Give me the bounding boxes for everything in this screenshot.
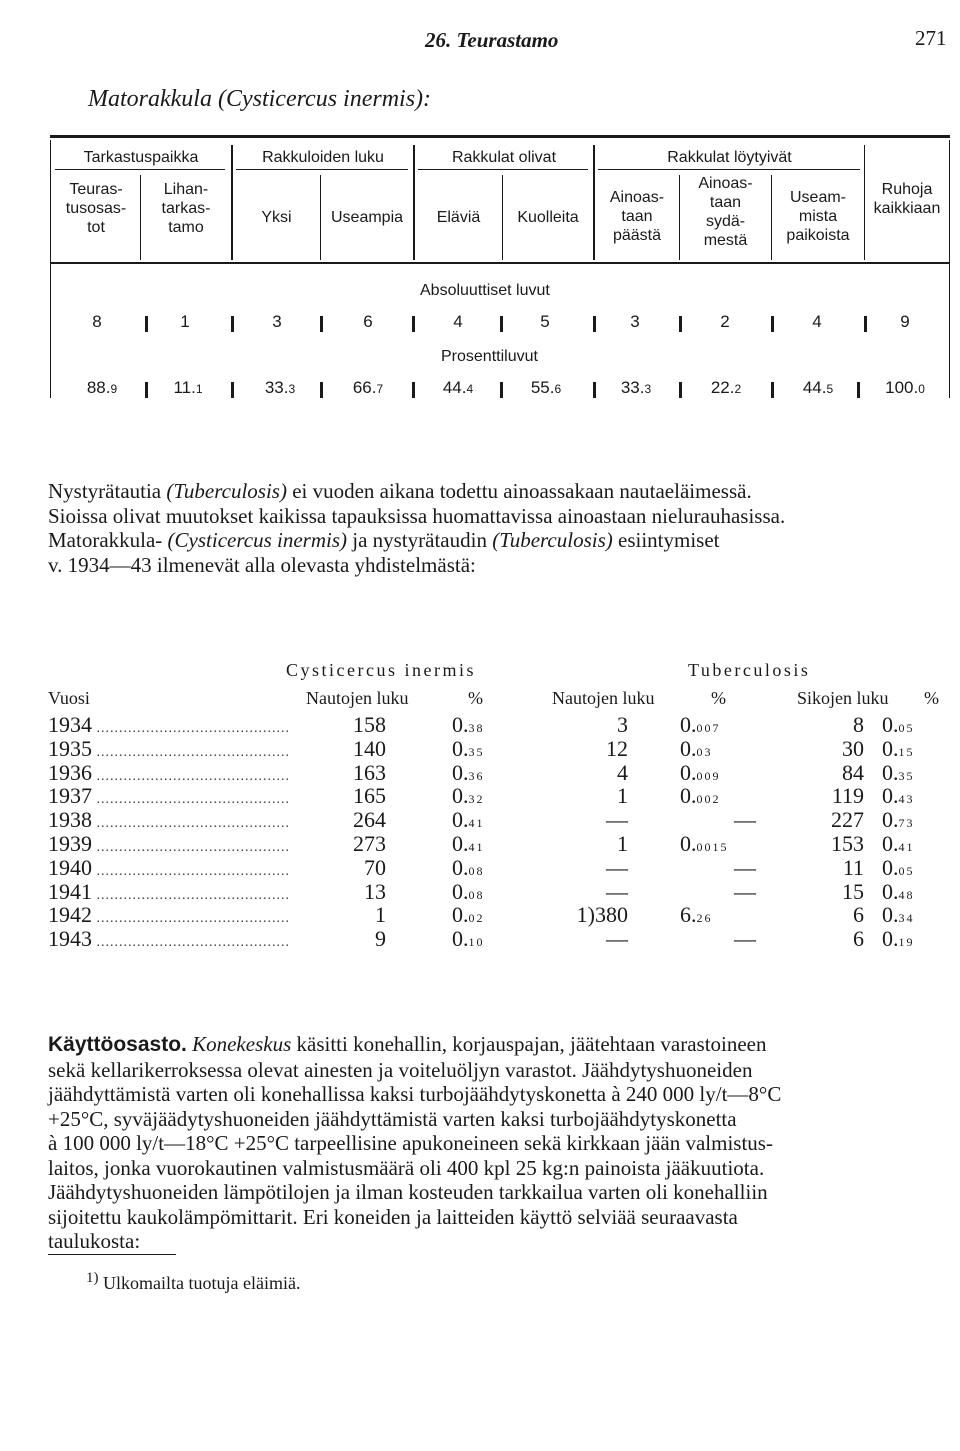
footnote: $^{1)}$ Ulkomailta tuotuja eläimiä. <box>86 1270 301 1293</box>
text-line: sijoitettu kaukolämpömittarit. Eri koneiden ja laitteiden käyttö selviää seuraavasta <box>48 1204 738 1229</box>
col-useampia: Useampia <box>330 209 404 226</box>
year-label: 1934 <box>48 712 92 737</box>
pct-cell: 33.3 <box>620 378 652 397</box>
cell-separator <box>500 382 503 398</box>
pct-cell: 88.9 <box>86 378 118 397</box>
group-rakkuloiden-luku: Rakkuloiden luku <box>262 149 384 166</box>
cell-separator <box>771 316 774 332</box>
tub-pct: 0.002 <box>680 783 721 809</box>
pig-pct: 0.41 <box>882 831 915 856</box>
row-year <box>48 926 308 952</box>
tub-count: 12 <box>606 735 628 761</box>
text-line: Matorakkula- (Cysticercus inermis) ja nystyrätaudin (Tuberculosis) esiintymiset <box>48 528 720 552</box>
cyst-count: 165 <box>353 783 386 809</box>
page-header-title: 26. Teurastamo <box>425 28 559 52</box>
page-number: 271 <box>915 26 947 50</box>
pig-count: 6 <box>853 902 864 928</box>
pct-cell: 44.4 <box>442 378 474 397</box>
leader-dots: ........................................... <box>92 721 290 736</box>
header-nautojen-luku: Nautojen luku <box>306 688 409 708</box>
cell-separator <box>145 316 148 332</box>
pig-pct: 0.05 <box>882 854 915 880</box>
pig-count: 11 <box>842 854 864 880</box>
cyst-count: 163 <box>353 759 386 785</box>
leader-dots: ........................................... <box>92 744 290 760</box>
header-pct: % <box>711 688 726 708</box>
row-year <box>48 902 308 928</box>
cell-separator <box>231 382 234 398</box>
row-year <box>48 736 308 762</box>
tub-count: — <box>606 926 628 952</box>
abs-cell: 3 <box>272 312 282 331</box>
col-useammista-paikoista: Useam- mista paikoista <box>786 189 850 244</box>
tub-pct: 0.007 <box>680 712 721 737</box>
tub-count: — <box>606 878 628 904</box>
row-year <box>48 831 308 857</box>
tub-count: 3 <box>617 712 628 737</box>
pig-pct: 0.48 <box>882 878 915 904</box>
cell-separator <box>412 316 415 332</box>
abs-cell: 9 <box>900 312 910 331</box>
group-underline <box>236 169 408 170</box>
cyst-count: 264 <box>353 807 386 833</box>
abs-cell: 6 <box>363 312 373 331</box>
text-line: sekä kellarikerroksessa olevat ainesten ja voiteluöljyn varastot. Jäähdytyshuoneiden <box>48 1057 753 1082</box>
tub-count: 4 <box>617 759 628 785</box>
col-ainoastaan-paasta: Ainoas- taan päästä <box>609 189 665 244</box>
group-underline <box>598 169 860 170</box>
row-year <box>48 760 308 786</box>
cell-separator <box>593 382 596 398</box>
leader-dots: ........................................... <box>92 840 290 855</box>
table-top-rule <box>50 135 950 138</box>
abs-cell: 4 <box>812 312 822 331</box>
abs-cell: 3 <box>630 312 640 331</box>
text-line: taulukosta: <box>48 1229 141 1253</box>
row-year <box>48 712 308 738</box>
group-underline <box>418 169 588 170</box>
cyst-count: 13 <box>364 878 386 904</box>
year-label: 1936 <box>48 759 92 785</box>
cell-separator <box>145 382 148 398</box>
abs-cell: 8 <box>92 312 102 331</box>
tub-count: — <box>606 854 628 880</box>
group-tuberculosis: Tuberculosis <box>688 660 811 680</box>
col-ruhoja-kaikkiaan: Ruhoja kaikkiaan <box>873 181 941 217</box>
text-line: laitos, jonka vuorokautinen valmistusmäärä oli 400 kpl 25 kg:n painoista jääkuutiota. <box>48 1155 765 1180</box>
leader-dots: ........................................... <box>92 911 290 927</box>
header-vuosi: Vuosi <box>48 688 90 708</box>
cell-separator <box>231 316 234 332</box>
year-label: 1935 <box>48 735 92 761</box>
pct-cell: 55.6 <box>530 378 562 397</box>
caption-prosenttiluvut: Prosenttiluvut <box>441 348 538 365</box>
abs-cell: 2 <box>720 312 730 331</box>
col-kuolleita: Kuolleita <box>517 209 579 226</box>
paragraph-tuberculosis <box>48 479 952 577</box>
paragraph-kayttoosasto <box>48 1032 952 1254</box>
leader-dots: ........................................... <box>92 935 290 951</box>
cyst-count: 273 <box>353 831 386 856</box>
table-left-border <box>50 140 51 398</box>
text-line: Sioissa olivat muutokset kaikissa tapauksissa huomattavissa ainoastaan nielurauhasissa. <box>48 503 786 528</box>
year-label: 1943 <box>48 926 92 952</box>
pct-cell: 100.0 <box>885 378 925 397</box>
header-nautojen-luku: Nautojen luku <box>552 688 655 708</box>
leader-dots: ........................................... <box>92 863 290 879</box>
group-rakkulat-olivat: Rakkulat olivat <box>451 149 557 166</box>
text-line: Jäähdytyshuoneiden lämpötilojen ja ilman kosteuden tarkkailua varten oli konehalliin <box>48 1180 768 1204</box>
pig-count: 84 <box>842 759 864 785</box>
cyst-count: 158 <box>353 712 386 737</box>
abs-cell: 5 <box>540 312 550 331</box>
tub-count: 1)380 <box>576 902 628 928</box>
pig-count: 8 <box>853 712 864 737</box>
cyst-pct: 0.10 <box>452 926 485 952</box>
pig-count: 15 <box>842 878 864 904</box>
footnote-marker: 1) <box>86 1270 99 1286</box>
cell-separator <box>320 316 323 332</box>
group-tarkastuspaikka: Tarkastuspaikka <box>83 149 199 166</box>
col-lihantarkastamo: Lihan- tarkas- tamo <box>161 181 211 236</box>
pct-cell: 11.1 <box>173 378 203 397</box>
text-line: v. 1934—43 ilmenevät alla olevasta yhdistelmästä: <box>48 552 476 577</box>
text-line: Käyttöosasto. Konekeskus käsitti konehallin, korjauspajan, jäätehtaan varastoineen <box>48 1032 767 1056</box>
cell-separator <box>320 382 323 398</box>
text-line: +25°C, syväjäädytyshuoneiden jäähdyttämistä varten kaksi turbojäähdytyskonetta <box>48 1106 737 1131</box>
pct-cell: 44.5 <box>802 378 834 397</box>
col-yksi: Yksi <box>261 209 292 226</box>
leader-dots: ........................................... <box>92 792 290 808</box>
pig-count: 119 <box>831 783 864 809</box>
leader-dots: ........................................... <box>92 768 290 784</box>
year-label: 1939 <box>48 831 92 856</box>
cell-separator <box>864 316 867 332</box>
tub-pct: — <box>734 807 756 833</box>
row-year <box>48 807 308 833</box>
header-pct: % <box>924 688 939 708</box>
cell-separator <box>593 316 596 332</box>
year-label: 1941 <box>48 878 92 904</box>
year-label: 1940 <box>48 854 92 880</box>
footnote-rule <box>48 1254 176 1255</box>
cell-separator <box>500 316 503 332</box>
cell-separator <box>771 382 774 398</box>
tub-pct: — <box>734 854 756 880</box>
pig-pct: 0.15 <box>882 735 915 761</box>
text-line: à 100 000 ly/t—18°C +25°C tarpeellisine apukoneineen sekä kirkkaan jään valmistus- <box>48 1131 773 1155</box>
tub-pct: 0.009 <box>680 759 721 785</box>
cyst-pct: 0.41 <box>452 831 485 856</box>
pig-pct: 0.05 <box>882 712 915 737</box>
header-pct: % <box>468 688 483 708</box>
year-label: 1942 <box>48 902 92 928</box>
col-ainoastaan-sydamesta: Ainoas- taan sydä- mestä <box>698 175 753 249</box>
cell-separator <box>412 382 415 398</box>
tub-pct: — <box>734 926 756 952</box>
header-sikojen-luku: Sikojen luku <box>797 688 889 708</box>
pig-pct: 0.34 <box>882 902 915 928</box>
table-right-border <box>949 140 950 398</box>
cyst-pct: 0.35 <box>452 735 485 761</box>
pct-cell: 66.7 <box>352 378 384 397</box>
tub-count: 1 <box>617 831 628 856</box>
pig-count: 153 <box>831 831 864 856</box>
tub-pct: 0.03 <box>680 735 713 761</box>
abs-cell: 1 <box>180 312 190 331</box>
row-year <box>48 879 308 905</box>
cell-separator <box>679 382 682 398</box>
pct-cell: 22.2 <box>710 378 742 397</box>
pig-count: 6 <box>853 926 864 952</box>
cyst-pct: 0.32 <box>452 783 485 809</box>
pig-pct: 0.73 <box>882 807 915 833</box>
col-elavia: Eläviä <box>436 209 481 226</box>
group-rakkulat-loytyivat: Rakkulat löytyivät <box>667 149 792 166</box>
cyst-pct: 0.41 <box>452 807 485 833</box>
cyst-count: 9 <box>375 926 386 952</box>
year-label: 1937 <box>48 783 92 809</box>
caption-absoluuttiset: Absoluuttiset luvut <box>420 282 550 299</box>
tub-count: — <box>606 807 628 833</box>
pig-pct: 0.35 <box>882 759 915 785</box>
tub-count: 1 <box>617 783 628 809</box>
pig-count: 30 <box>842 735 864 761</box>
table-header-rule <box>50 262 950 264</box>
run-in-heading: Käyttöosasto. <box>48 1033 187 1056</box>
cyst-pct: 0.08 <box>452 854 485 880</box>
pig-pct: 0.43 <box>882 783 915 809</box>
group-underline <box>55 169 225 170</box>
tub-pct: 6.26 <box>680 902 713 928</box>
cyst-pct: 0.36 <box>452 759 485 785</box>
leader-dots: ........................................... <box>92 816 290 832</box>
cyst-count: 140 <box>353 735 386 761</box>
year-label: 1938 <box>48 807 92 833</box>
leader-dots: ........................................... <box>92 887 290 903</box>
cyst-count: 1 <box>375 902 386 928</box>
cyst-pct: 0.38 <box>452 712 485 737</box>
cyst-count: 70 <box>364 854 386 880</box>
section-title: Matorakkula (Cysticercus inermis): <box>88 86 432 112</box>
pig-count: 227 <box>831 807 864 833</box>
cell-separator <box>679 316 682 332</box>
tub-pct: — <box>734 878 756 904</box>
col-teurastusosastot: Teuras- tusosas- tot <box>65 181 127 236</box>
row-year <box>48 855 308 881</box>
cyst-pct: 0.08 <box>452 878 485 904</box>
tub-pct: 0.0015 <box>680 831 729 856</box>
text-line: jäähdyttämistä varten oli konehallissa kaksi turbojäähdytyskonetta à 240 000 ly/t—8°C <box>48 1082 782 1106</box>
pct-cell: 33.3 <box>264 378 296 397</box>
row-year <box>48 783 308 809</box>
cell-separator <box>857 382 860 398</box>
cyst-pct: 0.02 <box>452 902 485 928</box>
text-line: Nystyrätautia (Tuberculosis) ei vuoden aikana todettu ainoassakaan nautaeläimessä. <box>48 479 752 503</box>
pig-pct: 0.19 <box>882 926 915 952</box>
abs-cell: 4 <box>453 312 463 331</box>
group-cysticercus: Cysticercus inermis <box>286 660 476 680</box>
